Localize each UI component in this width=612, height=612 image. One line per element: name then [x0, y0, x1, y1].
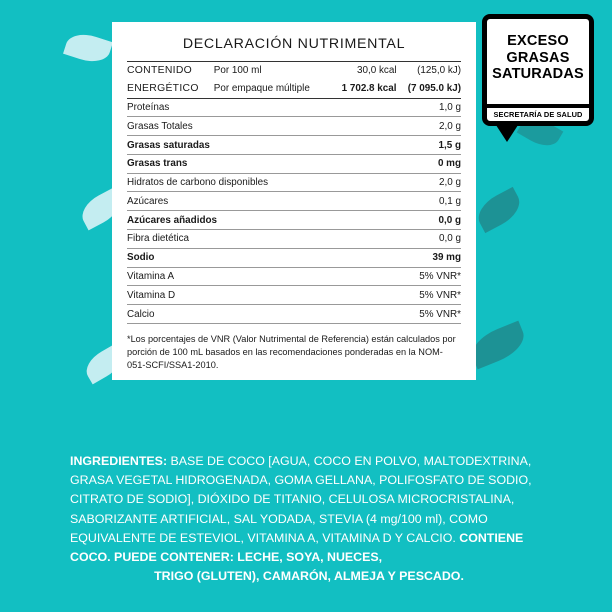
- energy-kj-2: (7 095.0 kJ): [397, 80, 461, 98]
- table-row: [127, 211, 461, 230]
- table-row: [127, 305, 461, 324]
- nutrient-name: Vitamina A: [127, 267, 397, 286]
- table-row: [127, 267, 461, 286]
- nutrient-value: 2,0 g: [397, 173, 461, 192]
- nutrient-value: 0,0 g: [397, 211, 461, 230]
- nutrient-name: Hidratos de carbono disponibles: [127, 173, 397, 192]
- energy-kcal-2: 1 702.8 kcal: [330, 80, 396, 98]
- leaf-decoration-icon: [63, 29, 113, 67]
- energy-kcal-1: 30,0 kcal: [330, 62, 396, 80]
- seal-authority-label: SECRETARÍA DE SALUD: [487, 104, 589, 122]
- nutrient-name: Grasas saturadas: [127, 136, 397, 155]
- nutrient-value: 1,5 g: [397, 136, 461, 155]
- leaf-decoration-icon: [472, 187, 526, 233]
- allergen-warning: CONTIENE COCO. PUEDE CONTENER: LECHE, SOYA, NUECES,: [70, 530, 524, 565]
- nutrient-value: 1,0 g: [397, 98, 461, 117]
- table-row: [127, 230, 461, 249]
- energy-kj-1: (125,0 kJ): [397, 62, 461, 80]
- energy-basis-1: Por 100 ml: [214, 62, 330, 80]
- nutrient-name: Azúcares añadidos: [127, 211, 397, 230]
- nutrition-table: [127, 61, 461, 324]
- energy-basis-2: Por empaque múltiple: [214, 80, 330, 98]
- warning-seal: [482, 14, 594, 126]
- energy-label-line-1: CONTENIDO: [127, 62, 214, 80]
- nutrient-value: 5% VNR*: [397, 267, 461, 286]
- nutrient-value: 5% VNR*: [397, 305, 461, 324]
- nutrition-panel: [112, 22, 476, 380]
- ingredients-body: BASE DE COCO [AGUA, COCO EN POLVO, MALTODEXTRINA, GRASA VEGETAL HIDROGENADA, GOMA GELLANA, POLIFOSFATO DE SODIO, CITRATO DE SODIO], DIÓXIDO DE TITANIO, CELULOSA MICROCRISTALINA, SABORIZANTE ARTIFICIAL, SAL YODADA, STEVIA (4 mg/100 ml), COMO EQUIVALENTE DE ESTEVIOL, VITAMINA A, VITAMINA D Y CALCIO.: [70, 454, 532, 545]
- nutrient-name: Sodio: [127, 248, 397, 267]
- nutrient-name: Fibra dietética: [127, 230, 397, 249]
- nutrient-value: 39 mg: [397, 248, 461, 267]
- warning-seal-body: [482, 14, 594, 126]
- seal-line-2: GRASAS: [506, 49, 570, 66]
- table-row: [127, 192, 461, 211]
- nutrient-value: 0,0 g: [397, 230, 461, 249]
- vnr-footnote: *Los porcentajes de VNR (Valor Nutrimental de Referencia) están calculados por porción de 100 mL basados en las recomendaciones ponderadas en la NOM-051-SCFI/SSA1-2010.: [127, 333, 456, 371]
- panel-title: DECLARACIÓN NUTRIMENTAL: [182, 36, 406, 52]
- ingredients-heading: INGREDIENTES:: [70, 454, 168, 468]
- nutrient-value: 0,1 g: [397, 192, 461, 211]
- nutrient-name: Vitamina D: [127, 286, 397, 305]
- ingredients-block: [70, 452, 548, 587]
- energy-label-line-2: ENERGÉTICO: [127, 80, 214, 98]
- energy-row-2: [127, 80, 461, 98]
- nutrient-name: Calcio: [127, 305, 397, 324]
- seal-line-3: SATURADAS: [492, 66, 584, 83]
- nutrient-name: Azúcares: [127, 192, 397, 211]
- table-row: [127, 154, 461, 173]
- table-row: [127, 98, 461, 117]
- table-row: [127, 248, 461, 267]
- nutrient-name: Grasas Totales: [127, 117, 397, 136]
- seal-line-1: EXCESO: [507, 33, 569, 49]
- energy-row-1: [127, 62, 461, 80]
- table-row: [127, 117, 461, 136]
- table-row: [127, 136, 461, 155]
- table-row: [127, 173, 461, 192]
- nutrient-name: Proteínas: [127, 98, 397, 117]
- allergen-warning-line-2: TRIGO (GLUTEN), CAMARÓN, ALMEJA Y PESCADO.: [154, 569, 464, 584]
- nutrient-name: Grasas trans: [127, 154, 397, 173]
- nutrient-value: 5% VNR*: [397, 286, 461, 305]
- nutrient-value: 0 mg: [397, 154, 461, 173]
- nutrient-value: 2,0 g: [397, 117, 461, 136]
- table-row: [127, 286, 461, 305]
